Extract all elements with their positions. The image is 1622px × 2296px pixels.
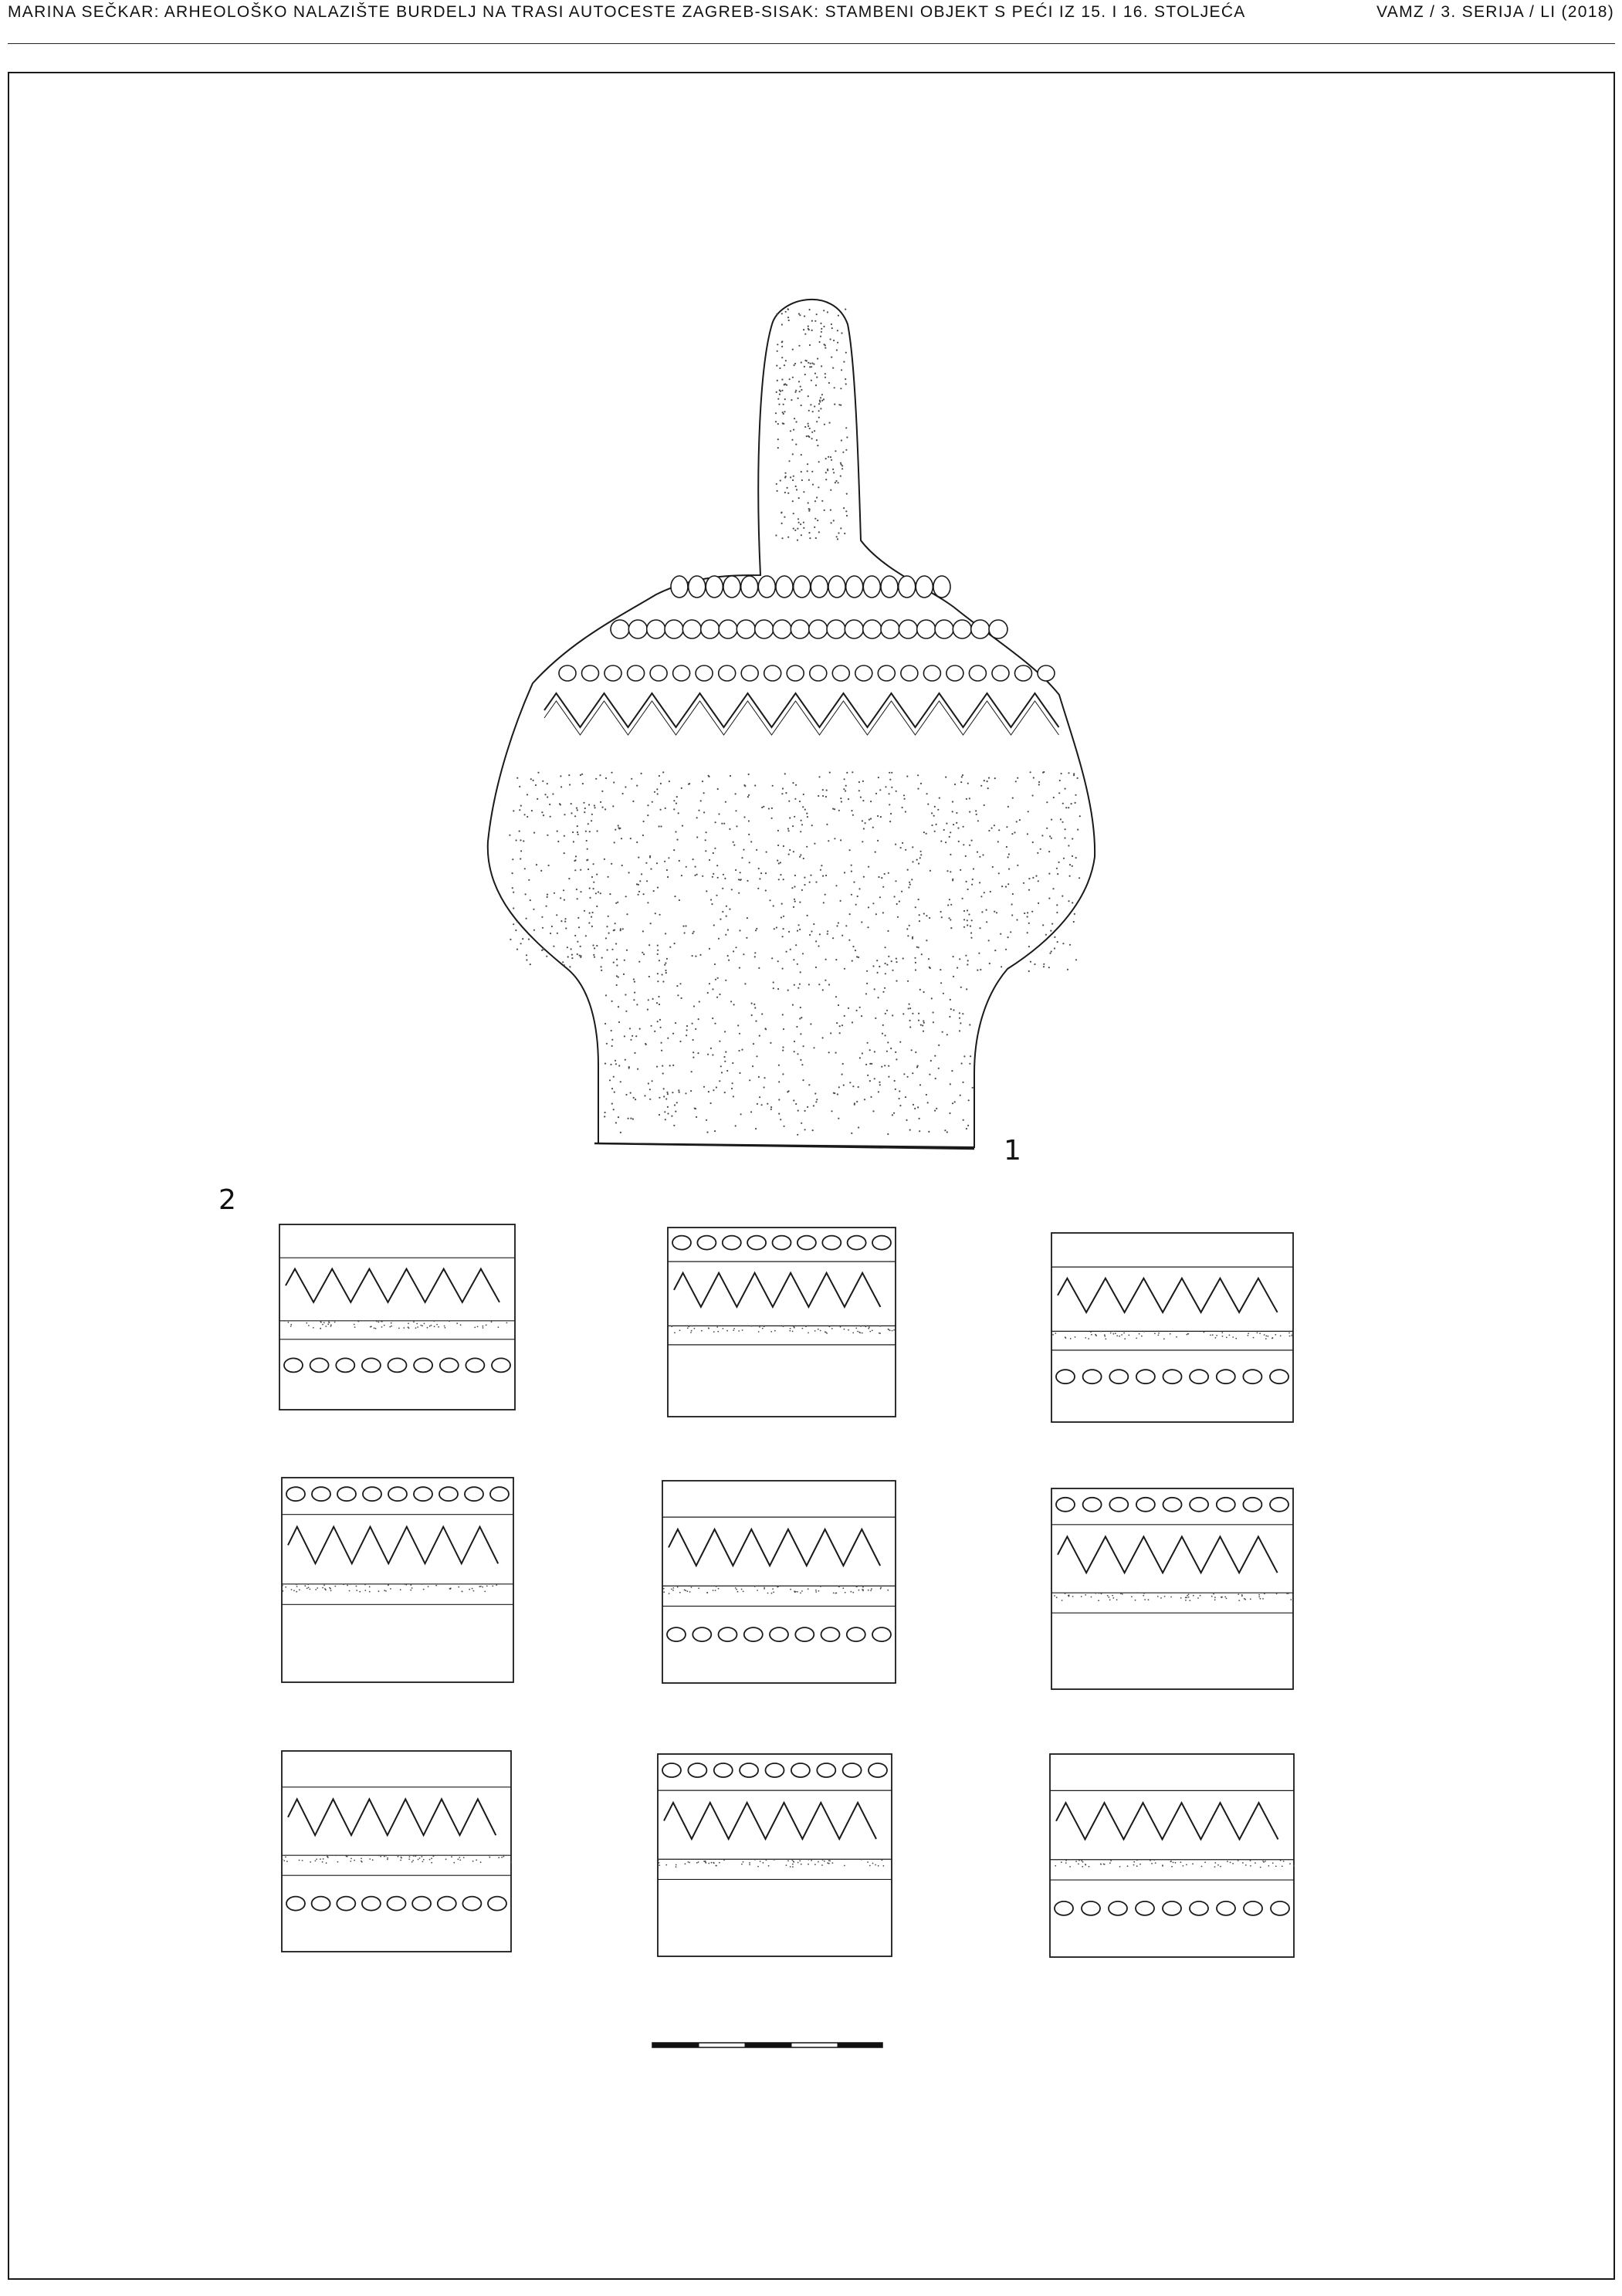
figure-number-2: 2 (218, 1184, 236, 1216)
running-head-title: MARINA SEČKAR: ARHEOLOŠKO NALAZIŠTE BURDELJ NA TRASI AUTOCESTE ZAGREB-SISAK: STAMBENI OBJEKT S PEĆI IZ 15. I 16. STOLJEĆA (8, 3, 1246, 21)
scale-bar (652, 2043, 882, 2047)
figure-number-1: 1 (1004, 1135, 1021, 1167)
running-head-journal: VAMZ / 3. SERIJA / LI (2018) (1376, 3, 1614, 21)
tile-fragments (279, 1224, 1295, 1957)
vessel-drawing (488, 300, 1095, 1149)
vessel-outline (488, 300, 1095, 1147)
